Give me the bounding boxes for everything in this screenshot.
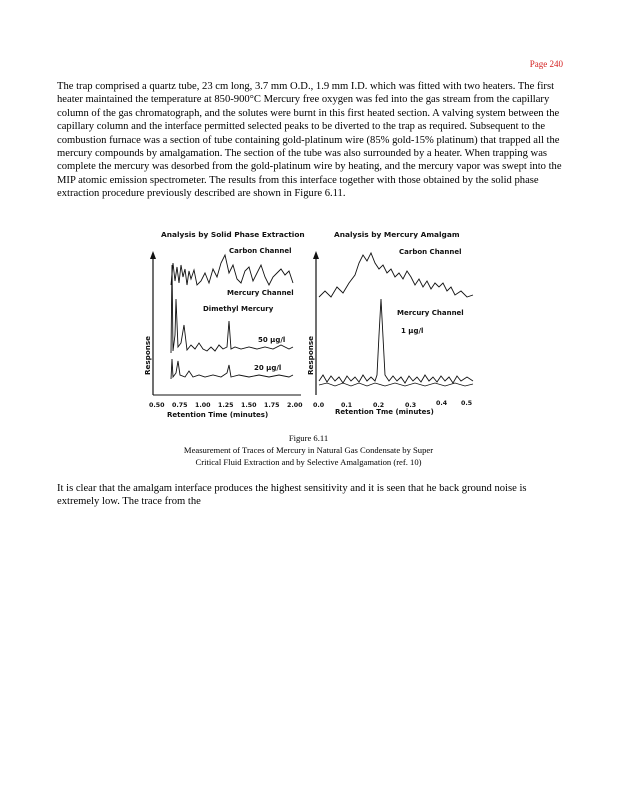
left-panel-title: Analysis by Solid Phase Extraction	[161, 230, 305, 239]
right-carbon-label: Carbon Channel	[399, 248, 462, 256]
conc-50-label: 50 µg/l	[258, 336, 286, 344]
conc-20-label: 20 µg/l	[254, 364, 282, 372]
left-x-tick: 0.75	[172, 402, 188, 409]
body-paragraph: It is clear that the amalgam interface produces the highest sensitivity and it is seen that he back ground noise is extremely low. The trace from the	[57, 483, 527, 508]
page-number: Page 240	[529, 59, 563, 69]
right-y-label: Response	[306, 335, 315, 375]
right-x-tick: 0.1	[341, 402, 353, 409]
left-carbon-label: Carbon Channel	[229, 247, 292, 255]
right-x-tick: 0.5	[461, 400, 473, 407]
right-carbon-trace	[319, 253, 473, 297]
right-x-tick: 0.4	[436, 400, 448, 407]
left-y-label: Response	[143, 335, 152, 375]
figure-label: Figure 6.11	[288, 433, 329, 443]
left-x-tick: 1.50	[241, 402, 257, 409]
body-paragraph: The trap comprised a quartz tube, 23 cm long, 3.7 mm O.D., 1.9 mm I.D. which was fitted with two heaters. The first heater maintained the temperature at 850-900°C Mercury free oxygen was fed into the gas stream from the capillary column of the gas chromatograph, and the solutes were burnt in this first heated section. A valving system between the capillary column and the interface permitted selected peaks to be diverted to the trap as required. Subsequent to the combustion furnace was a section of tube containing gold-platinum wire (85% gold-15% platinum) that trapped all the mercury compounds by amalgamation. The section of the tube was also surrounded by a heater. When trapping was complete the mercury was desorbed from the gold-platinum wire by heating, and the mercury vapor was swept into the MIP atomic emission spectrometer. The results from this interface together with those obtained by the solid phase extraction procedure previously described are shown in Figure 6.11.	[57, 81, 562, 200]
right-mercury-label: Mercury Channel	[397, 309, 464, 317]
left-x-tick: 1.25	[218, 402, 234, 409]
left-y-arrow	[150, 251, 156, 259]
left-mercury-label: Mercury Channel	[227, 289, 294, 297]
right-y-arrow	[313, 251, 319, 259]
left-x-tick: 2.00	[287, 402, 303, 409]
left-x-label: Retention Time (minutes)	[167, 411, 269, 419]
conc-1-label: 1 µg/l	[401, 327, 424, 335]
caption-line: Measurement of Traces of Mercury in Natural Gas Condensate by Super	[183, 445, 434, 455]
caption-line: Critical Fluid Extraction and by Selective Amalgamation (ref. 10)	[195, 456, 422, 467]
chromatogram-figure	[141, 225, 481, 422]
right-x-tick: 0.0	[313, 402, 325, 409]
left-x-tick: 1.00	[195, 402, 211, 409]
right-panel-title: Analysis by Mercury Amalgam	[334, 230, 460, 239]
right-x-tick: 0.3	[405, 402, 417, 409]
right-x-tick: 0.2	[373, 402, 385, 409]
right-baseline-trace	[319, 383, 473, 386]
right-x-label: Retention Tme (minutes)	[335, 408, 434, 416]
left-carbon-trace	[171, 255, 293, 285]
figure-6-11	[141, 225, 481, 422]
figure-caption	[0, 445, 617, 468]
dimethyl-mercury-label: Dimethyl Mercury	[203, 305, 274, 313]
left-x-tick: 1.75	[264, 402, 280, 409]
left-x-tick: 0.50	[149, 402, 165, 409]
